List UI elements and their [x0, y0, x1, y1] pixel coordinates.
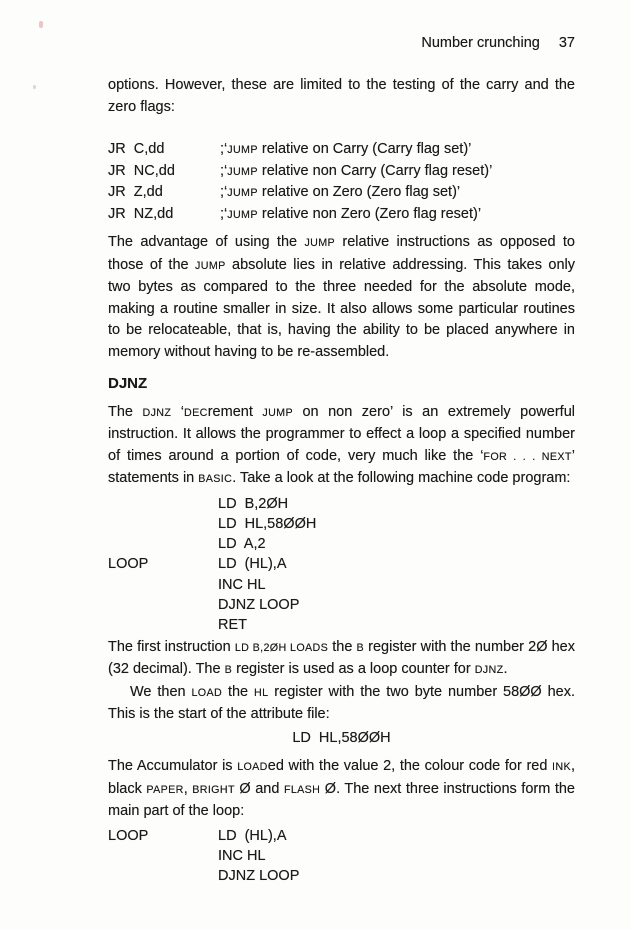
- smallcaps-term: DJNZ: [142, 406, 172, 419]
- smallcaps-term: FOR . . . NEXT: [483, 450, 572, 463]
- text-run: The Accumulator is: [108, 758, 238, 775]
- asm-comment: [220, 204, 575, 226]
- smallcaps-term: HL: [254, 686, 269, 699]
- smallcaps-term: INK: [552, 761, 571, 774]
- smallcaps-term: JUMP: [195, 259, 226, 272]
- text-run: ;‘: [220, 141, 228, 157]
- text-run: ed with the value 2, the colour code for red: [267, 758, 553, 775]
- text-run: relative on Carry (Carry flag set)’: [257, 141, 472, 157]
- text-run: Ø and: [234, 780, 284, 797]
- asm-row: [108, 182, 575, 204]
- asm-row: [108, 139, 575, 161]
- text-run: Ø. The next three instructions form the main part of the loop:: [108, 780, 576, 820]
- paragraph: [108, 402, 575, 491]
- code-line: [108, 826, 575, 846]
- code-label: [108, 846, 218, 866]
- asm-instruction: JR Z,dd: [108, 184, 163, 200]
- smallcaps-term: PAPER: [146, 783, 184, 796]
- paragraph: [108, 756, 575, 823]
- code-text: INC HL: [218, 576, 266, 593]
- code-line: [108, 494, 575, 514]
- code-text: INC HL: [218, 847, 266, 864]
- text-run: the: [222, 683, 255, 700]
- asm-row: [108, 204, 575, 226]
- code-text: DJNZ LOOP: [218, 596, 300, 613]
- code-label: [108, 575, 218, 595]
- code-line: [108, 534, 575, 554]
- code-block: [108, 826, 575, 887]
- code-label: [108, 514, 218, 534]
- code-line: [108, 866, 575, 886]
- text-run: The advantage of using the: [108, 234, 305, 250]
- jr-instruction-list: [108, 139, 575, 225]
- paragraph: [108, 682, 575, 726]
- code-centered-line: LD HL,58ØØH: [292, 729, 391, 746]
- code-text: LD (HL),A: [218, 827, 287, 844]
- smallcaps-term: JUMP: [262, 406, 293, 419]
- section-heading: DJNZ: [108, 375, 148, 392]
- text-run: register is used as a loop counter for: [232, 661, 475, 678]
- scan-artifact-speck: [33, 85, 36, 89]
- code-line: [108, 575, 575, 595]
- asm-comment: [220, 139, 575, 161]
- text-run: options. However, these are limited to the testing of the carry and the zero flags:: [108, 77, 575, 115]
- text-run: The first instruction: [108, 638, 235, 655]
- smallcaps-term: B: [224, 664, 233, 677]
- text-run: register with the two byte number 58ØØ hex. This is the start of the attribute file:: [108, 683, 576, 723]
- text-run: the: [328, 638, 357, 655]
- smallcaps-term: JUMP: [227, 187, 258, 199]
- text-run: . Take a look at the following machine code program:: [232, 470, 571, 486]
- text-run: on non zero’ is an extremely powerful instruction. It allows the programmer to effect a loop a specified number of times around a portion of code, very much like the ‘: [108, 403, 575, 464]
- smallcaps-term: JUMP: [227, 165, 258, 178]
- text-run: .: [503, 661, 508, 678]
- smallcaps-term: B: [356, 641, 365, 654]
- code-label: [108, 595, 218, 615]
- smallcaps-term: BASIC: [198, 473, 233, 485]
- text-run: rement: [207, 403, 263, 420]
- text-run: , black: [108, 758, 575, 797]
- smallcaps-term: JUMP: [304, 237, 336, 249]
- text-run: ,: [183, 780, 193, 797]
- code-block: [108, 494, 575, 636]
- code-text: RET: [218, 617, 247, 634]
- text-run: ‘: [171, 403, 185, 420]
- smallcaps-term: LOAD: [191, 686, 223, 699]
- code-line: [108, 595, 575, 615]
- asm-comment: [220, 182, 575, 204]
- text-run: ’ statements in: [108, 447, 575, 486]
- asm-comment: [220, 161, 575, 183]
- scan-artifact-mark: [39, 21, 43, 28]
- smallcaps-term: JUMP: [227, 144, 258, 156]
- code-text: LD HL,58ØØH: [218, 515, 317, 532]
- smallcaps-term: DEC: [184, 406, 208, 419]
- smallcaps-term: LOAD: [237, 761, 268, 774]
- smallcaps-term: JUMP: [227, 208, 258, 221]
- code-text: LD (HL),A: [218, 556, 287, 573]
- text-run: ;‘: [220, 205, 228, 222]
- code-label: LOOP: [108, 556, 149, 573]
- code-label: LOOP: [108, 827, 149, 844]
- smallcaps-term: BRIGHT: [192, 783, 235, 796]
- section-title: Number crunching: [421, 35, 540, 51]
- asm-instruction: JR NC,dd: [108, 162, 175, 179]
- code-line: [108, 514, 575, 534]
- asm-instruction: JR NZ,dd: [108, 205, 174, 222]
- page-number: 37: [558, 35, 575, 51]
- code-label: [108, 534, 218, 554]
- text-run: The: [108, 403, 143, 420]
- text-run: relative instructions as opposed to those of the: [108, 234, 575, 273]
- text-run: ;‘: [220, 162, 228, 179]
- text-run: absolute lies in relative addressing. This takes only two bytes as compared to the three needed for the absolute mode, making a routine smaller in size. It also allows some particular routines to be relocateable, that is, having the ability to be placed anywhere in memory without having to be re-assembled.: [108, 256, 576, 360]
- paragraph: [108, 232, 575, 363]
- code-text: LD A,2: [218, 536, 266, 553]
- text-run: relative on Zero (Zero flag set)’: [257, 184, 461, 200]
- asm-row: [108, 161, 575, 183]
- text-run: relative non Carry (Carry flag reset)’: [257, 162, 493, 179]
- smallcaps-term: LD B,2ØH LOADS: [234, 641, 329, 654]
- smallcaps-term: FLASH: [283, 783, 321, 796]
- paragraph: [108, 75, 575, 118]
- code-label: [108, 494, 218, 514]
- code-line: [108, 846, 575, 866]
- code-label: [108, 615, 218, 635]
- code-text: DJNZ LOOP: [218, 868, 300, 885]
- paragraph: [108, 637, 575, 682]
- text-run: ;‘: [220, 184, 228, 200]
- text-run: relative non Zero (Zero flag reset)’: [257, 205, 482, 222]
- page-content: [108, 0, 575, 886]
- code-label: [108, 866, 218, 886]
- text-run: register with the number 2Ø hex (32 decimal). The: [108, 638, 575, 678]
- text-run: We then: [130, 683, 192, 700]
- code-line: [108, 615, 575, 635]
- code-line: [108, 554, 575, 574]
- asm-instruction: JR C,dd: [108, 141, 165, 157]
- smallcaps-term: DJNZ: [474, 664, 504, 677]
- code-text: LD B,2ØH: [218, 495, 289, 512]
